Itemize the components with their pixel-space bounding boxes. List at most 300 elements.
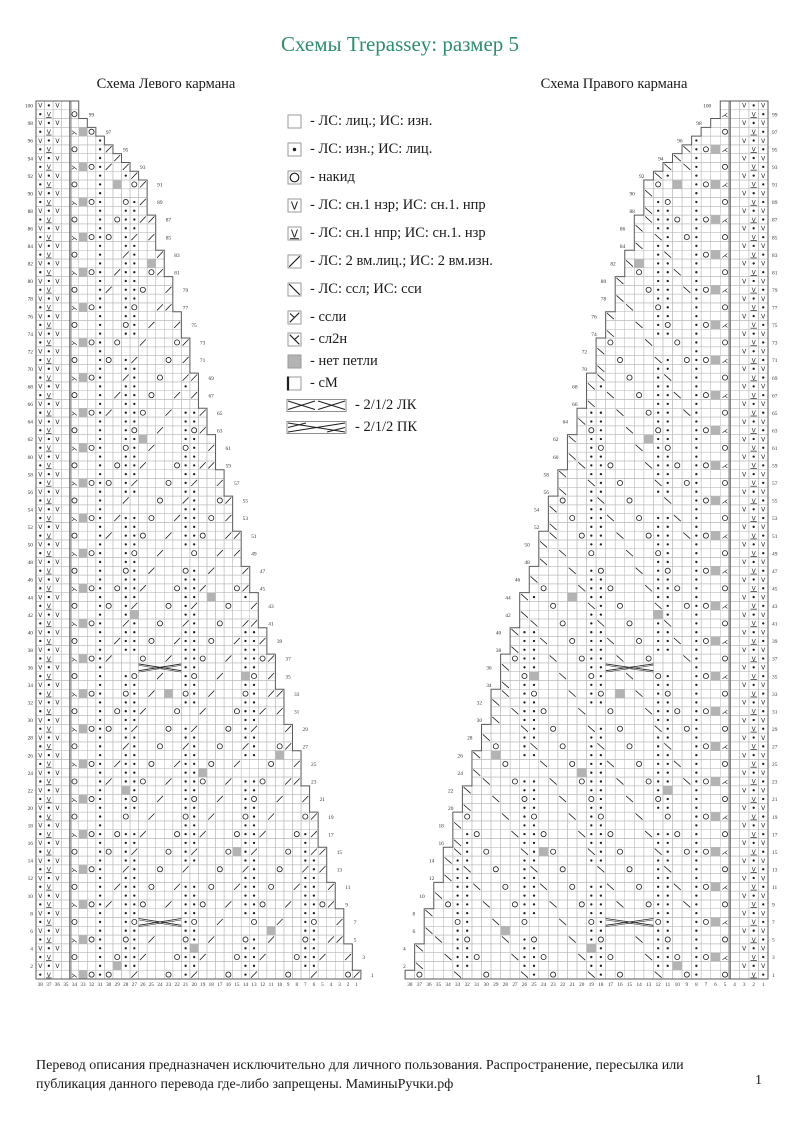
svg-text:V: V <box>38 945 43 953</box>
svg-text:84: 84 <box>27 244 33 251</box>
svg-text:86: 86 <box>27 226 33 233</box>
svg-text:V: V <box>46 445 51 453</box>
svg-text:76: 76 <box>27 314 33 321</box>
svg-text:64: 64 <box>27 419 33 426</box>
svg-text:V: V <box>38 278 43 286</box>
svg-text:24: 24 <box>157 982 163 988</box>
svg-text:9: 9 <box>345 902 348 909</box>
svg-text:V: V <box>38 699 43 707</box>
svg-text:29: 29 <box>302 726 308 733</box>
svg-text:V: V <box>46 146 51 154</box>
svg-text:6: 6 <box>30 928 33 935</box>
svg-text:99: 99 <box>88 112 95 119</box>
svg-text:43: 43 <box>268 604 274 611</box>
svg-text:7: 7 <box>304 982 307 988</box>
svg-text:49: 49 <box>251 551 257 558</box>
svg-text:V: V <box>38 682 43 690</box>
svg-text:⋋: ⋋ <box>71 374 78 383</box>
svg-text:2: 2 <box>30 964 33 971</box>
svg-text:V: V <box>55 752 60 760</box>
legend-item <box>286 113 556 130</box>
cable-crossing <box>606 664 654 672</box>
svg-text:17: 17 <box>217 982 223 988</box>
svg-text:35: 35 <box>285 674 291 681</box>
legend-item <box>286 197 556 214</box>
svg-text:V: V <box>46 638 51 646</box>
svg-text:V: V <box>38 348 43 356</box>
svg-text:38: 38 <box>37 982 43 988</box>
svg-text:V: V <box>38 752 43 760</box>
svg-text:V: V <box>55 155 60 163</box>
svg-text:22: 22 <box>174 982 180 988</box>
svg-text:37: 37 <box>46 982 52 988</box>
svg-text:V: V <box>46 532 51 540</box>
slip1-wyif-icon <box>286 225 303 242</box>
svg-text:V: V <box>46 690 51 698</box>
svg-text:⋋: ⋋ <box>71 304 78 313</box>
svg-text:32: 32 <box>88 982 95 988</box>
svg-text:1: 1 <box>355 982 358 988</box>
svg-text:13: 13 <box>336 867 343 874</box>
svg-text:V: V <box>55 243 60 251</box>
svg-text:V: V <box>38 717 43 725</box>
legend-item <box>286 225 556 242</box>
svg-text:V: V <box>46 497 51 505</box>
svg-text:57: 57 <box>234 481 240 488</box>
ssk-icon <box>286 281 303 298</box>
legend-item <box>286 353 556 370</box>
svg-text:30: 30 <box>106 982 112 988</box>
svg-text:V: V <box>55 172 60 180</box>
marker-icon <box>286 375 303 392</box>
svg-text:25: 25 <box>148 982 155 988</box>
svg-text:V: V <box>46 409 51 417</box>
svg-text:19: 19 <box>200 982 206 988</box>
right-chart-title: Схема Правого кармана <box>540 76 688 92</box>
svg-text:V: V <box>55 366 60 374</box>
svg-text:V: V <box>55 840 60 848</box>
svg-text:V: V <box>46 339 51 347</box>
svg-text:V: V <box>38 787 43 795</box>
ssli-icon <box>286 309 303 326</box>
legend-item-label: - сл2н <box>310 331 348 347</box>
svg-text:44: 44 <box>27 595 33 602</box>
svg-text:42: 42 <box>27 612 33 619</box>
svg-text:74: 74 <box>27 331 33 338</box>
svg-text:V: V <box>46 901 51 909</box>
svg-text:66: 66 <box>27 402 33 409</box>
svg-text:V: V <box>46 111 51 119</box>
svg-text:81: 81 <box>174 270 180 277</box>
svg-text:⋋: ⋋ <box>71 128 78 137</box>
svg-text:V: V <box>38 471 43 479</box>
legend-item-label: - 2/1/2 ЛК <box>355 397 417 413</box>
svg-text:V: V <box>38 875 43 883</box>
svg-text:52: 52 <box>27 525 33 532</box>
svg-text:V: V <box>46 480 51 488</box>
svg-text:21: 21 <box>183 982 189 988</box>
svg-text:V: V <box>55 418 60 426</box>
knit-icon <box>286 113 303 130</box>
svg-text:V: V <box>38 418 43 426</box>
legend-item <box>286 253 556 270</box>
svg-text:V: V <box>55 120 60 128</box>
cable-crossing <box>139 664 182 672</box>
svg-text:V: V <box>55 541 60 549</box>
svg-text:31: 31 <box>293 709 300 716</box>
svg-text:V: V <box>46 515 51 523</box>
svg-text:V: V <box>46 796 51 804</box>
svg-text:4: 4 <box>329 982 333 988</box>
svg-text:⋋: ⋋ <box>71 655 78 664</box>
svg-text:90: 90 <box>27 191 33 198</box>
svg-text:⋋: ⋋ <box>71 514 78 523</box>
svg-text:V: V <box>46 550 51 558</box>
svg-text:V: V <box>38 137 43 145</box>
svg-text:V: V <box>55 190 60 198</box>
svg-text:67: 67 <box>208 393 214 400</box>
svg-text:V: V <box>46 813 51 821</box>
svg-text:V: V <box>55 225 60 233</box>
svg-text:15: 15 <box>234 982 240 988</box>
svg-text:V: V <box>46 392 51 400</box>
svg-text:45: 45 <box>259 586 266 593</box>
svg-text:V: V <box>38 313 43 321</box>
legend-item-label: - ЛС: ссл; ИС: сси <box>310 281 422 297</box>
svg-text:25: 25 <box>311 762 317 769</box>
svg-text:V: V <box>38 453 43 461</box>
svg-text:50: 50 <box>27 542 33 549</box>
svg-text:21: 21 <box>319 797 325 804</box>
svg-text:V: V <box>55 594 60 602</box>
svg-text:20: 20 <box>191 982 197 988</box>
svg-text:51: 51 <box>251 533 257 540</box>
svg-text:39: 39 <box>276 639 283 646</box>
svg-text:29: 29 <box>114 982 120 988</box>
svg-text:9: 9 <box>286 982 290 988</box>
svg-text:V: V <box>55 208 60 216</box>
svg-text:V: V <box>38 295 43 303</box>
svg-text:60: 60 <box>27 454 33 461</box>
svg-text:V: V <box>55 436 60 444</box>
svg-text:⋋: ⋋ <box>71 901 78 910</box>
svg-text:11: 11 <box>268 982 274 988</box>
svg-text:V: V <box>55 769 60 777</box>
svg-text:V: V <box>46 848 51 856</box>
svg-text:83: 83 <box>174 252 180 259</box>
legend-item-label: - ЛС: сн.1 нпр; ИС: сн.1. нзр <box>310 225 486 241</box>
svg-text:V: V <box>38 734 43 742</box>
svg-text:V: V <box>55 682 60 690</box>
svg-text:V: V <box>38 489 43 496</box>
svg-text:41: 41 <box>268 621 274 628</box>
svg-text:V: V <box>46 427 51 435</box>
legend-item-label: - накид <box>310 169 355 185</box>
svg-text:40: 40 <box>27 630 33 637</box>
legend-item-label: - ЛС: сн.1 нзр; ИС: сн.1. нпр <box>310 197 486 213</box>
svg-text:V: V <box>46 919 51 927</box>
svg-text:28: 28 <box>123 982 129 988</box>
footer-line-2: публикация данного перевода где-либо запрещены. МаминыРучки.рф <box>36 1077 454 1092</box>
footer-line-1: Перевод описания предназначен исключительно для личного пользования. Распространение, пересылка или <box>36 1058 684 1073</box>
svg-text:V: V <box>46 234 51 242</box>
svg-text:V: V <box>46 287 51 295</box>
svg-text:⋋: ⋋ <box>71 479 78 488</box>
svg-text:11: 11 <box>345 885 351 891</box>
legend-item-label: - нет петли <box>310 353 378 369</box>
svg-text:V: V <box>38 155 43 163</box>
svg-text:V: V <box>38 910 43 918</box>
svg-text:V: V <box>46 129 51 137</box>
svg-text:V: V <box>55 629 60 637</box>
svg-text:23: 23 <box>165 982 172 988</box>
svg-text:32: 32 <box>27 700 33 707</box>
svg-text:V: V <box>46 216 51 224</box>
svg-text:V: V <box>38 506 43 514</box>
svg-text:98: 98 <box>27 121 33 128</box>
svg-text:30: 30 <box>27 718 33 725</box>
svg-text:10: 10 <box>27 893 33 900</box>
svg-text:V: V <box>38 541 43 549</box>
svg-text:18: 18 <box>27 823 33 830</box>
svg-text:62: 62 <box>27 437 33 444</box>
svg-text:22: 22 <box>27 788 33 795</box>
svg-text:V: V <box>55 787 60 795</box>
svg-text:V: V <box>46 655 51 663</box>
svg-text:4: 4 <box>30 946 33 953</box>
svg-text:V: V <box>46 954 51 962</box>
svg-text:V: V <box>38 805 43 813</box>
svg-text:⋋: ⋋ <box>71 936 78 945</box>
legend-item-label: - сМ <box>310 375 338 391</box>
svg-text:93: 93 <box>140 165 146 172</box>
svg-text:V: V <box>38 857 43 865</box>
svg-text:⋋: ⋋ <box>71 830 78 839</box>
svg-text:V: V <box>38 190 43 198</box>
svg-text:10: 10 <box>277 982 283 988</box>
svg-text:28: 28 <box>27 735 33 742</box>
svg-text:⋋: ⋋ <box>71 690 78 699</box>
svg-text:31: 31 <box>97 982 103 988</box>
svg-text:V: V <box>46 971 51 979</box>
legend-item-label: - ссли <box>310 309 347 325</box>
svg-text:82: 82 <box>27 261 33 268</box>
svg-text:V: V <box>55 278 60 286</box>
svg-text:12: 12 <box>27 876 33 883</box>
legend-item-label: - ЛС: лиц.; ИС: изн. <box>310 113 433 129</box>
svg-text:⋋: ⋋ <box>71 795 78 804</box>
svg-text:56: 56 <box>27 489 33 496</box>
svg-text:53: 53 <box>242 516 249 523</box>
svg-text:61: 61 <box>225 446 231 452</box>
svg-text:V: V <box>55 524 60 532</box>
svg-text:5: 5 <box>353 937 357 944</box>
svg-text:20: 20 <box>27 805 33 812</box>
svg-text:V: V <box>38 208 43 216</box>
svg-text:27: 27 <box>302 744 308 751</box>
svg-text:V: V <box>38 647 43 655</box>
svg-text:26: 26 <box>140 982 146 988</box>
svg-text:27: 27 <box>131 982 137 988</box>
legend-item-label: - ЛС: изн.; ИС: лиц. <box>310 141 433 157</box>
svg-text:V: V <box>55 822 60 830</box>
svg-text:16: 16 <box>225 982 231 988</box>
svg-text:V: V <box>46 778 51 786</box>
chart-legend <box>286 113 556 441</box>
legend-item <box>286 281 556 298</box>
legend-item <box>286 141 556 158</box>
svg-text:V: V <box>46 743 51 751</box>
svg-text:8: 8 <box>295 982 299 988</box>
svg-text:14: 14 <box>27 858 33 865</box>
cable-2-1-2-rc-icon <box>286 419 348 436</box>
svg-text:V: V <box>55 699 60 707</box>
svg-text:59: 59 <box>225 463 231 470</box>
svg-text:100: 100 <box>24 103 33 110</box>
svg-text:V: V <box>55 892 60 900</box>
legend-item-label: - 2/1/2 ПК <box>355 419 418 435</box>
svg-text:36: 36 <box>27 665 33 672</box>
svg-text:23: 23 <box>311 779 317 786</box>
legend-item <box>286 309 556 326</box>
svg-text:V: V <box>46 603 51 611</box>
svg-text:V: V <box>55 945 60 953</box>
svg-text:⋋: ⋋ <box>71 585 78 594</box>
legend-item-label: - ЛС: 2 вм.лиц.; ИС: 2 вм.изн. <box>310 253 493 269</box>
svg-text:V: V <box>38 401 43 409</box>
left-chart-title: Схема Левого кармана <box>96 76 236 92</box>
svg-text:V: V <box>46 708 51 716</box>
svg-text:34: 34 <box>71 982 78 988</box>
svg-text:36: 36 <box>54 982 60 988</box>
svg-text:3: 3 <box>338 982 341 988</box>
svg-text:72: 72 <box>27 349 33 356</box>
svg-text:⋋: ⋋ <box>71 725 78 734</box>
svg-text:⋋: ⋋ <box>71 760 78 769</box>
svg-text:V: V <box>55 805 60 813</box>
svg-text:⋋: ⋋ <box>71 163 78 172</box>
cable-2-1-2-lc-icon <box>286 397 348 414</box>
svg-text:1: 1 <box>370 972 374 979</box>
svg-text:17: 17 <box>328 832 334 839</box>
svg-text:V: V <box>55 717 60 725</box>
svg-text:88: 88 <box>27 208 33 215</box>
svg-text:V: V <box>46 620 51 628</box>
svg-text:85: 85 <box>165 235 172 242</box>
svg-text:V: V <box>46 884 51 892</box>
svg-text:⋋: ⋋ <box>71 198 78 207</box>
stitch-numbers <box>407 982 765 988</box>
svg-text:97: 97 <box>105 129 112 136</box>
legend-item <box>286 375 556 392</box>
svg-text:14: 14 <box>242 982 249 988</box>
svg-text:V: V <box>46 585 51 593</box>
svg-text:V: V <box>46 357 51 365</box>
svg-text:V: V <box>55 506 60 514</box>
svg-text:48: 48 <box>27 560 33 567</box>
svg-text:V: V <box>38 892 43 900</box>
page-title: Схемы Trepassey: размер 5 <box>280 32 520 56</box>
svg-text:94: 94 <box>27 156 33 163</box>
svg-text:75: 75 <box>191 323 197 330</box>
svg-text:V: V <box>46 269 51 277</box>
svg-text:V: V <box>55 910 60 918</box>
svg-text:V: V <box>38 664 43 672</box>
svg-text:V: V <box>38 840 43 848</box>
svg-text:V: V <box>38 330 43 338</box>
svg-text:V: V <box>38 629 43 637</box>
svg-text:V: V <box>38 594 43 602</box>
svg-text:12: 12 <box>259 982 266 988</box>
page-number: 1 <box>755 1073 762 1088</box>
svg-text:33: 33 <box>80 982 86 988</box>
svg-text:V: V <box>38 963 43 971</box>
svg-text:V: V <box>46 322 51 330</box>
svg-text:V: V <box>38 822 43 830</box>
svg-text:33: 33 <box>293 691 300 698</box>
svg-text:V: V <box>55 857 60 865</box>
svg-text:V: V <box>46 673 51 681</box>
svg-text:87: 87 <box>165 217 172 224</box>
svg-text:V: V <box>55 401 60 409</box>
svg-text:71: 71 <box>199 358 206 365</box>
svg-text:37: 37 <box>285 656 291 663</box>
svg-text:V: V <box>55 489 60 496</box>
legend-item <box>286 397 556 414</box>
svg-text:V: V <box>46 726 51 734</box>
svg-text:V: V <box>38 611 43 619</box>
footer-disclaimer <box>36 1056 736 1094</box>
svg-text:26: 26 <box>27 753 33 760</box>
svg-text:V: V <box>55 471 60 479</box>
legend-item <box>286 331 556 348</box>
svg-text:7: 7 <box>353 920 357 927</box>
svg-text:16: 16 <box>27 841 33 848</box>
svg-text:V: V <box>38 436 43 444</box>
svg-text:V: V <box>46 251 51 259</box>
svg-text:70: 70 <box>27 366 33 373</box>
svg-text:V: V <box>55 611 60 619</box>
svg-text:V: V <box>46 831 51 839</box>
svg-text:15: 15 <box>336 849 343 856</box>
svg-text:V: V <box>55 383 60 391</box>
svg-text:55: 55 <box>242 498 249 505</box>
svg-text:V: V <box>38 102 43 110</box>
svg-text:89: 89 <box>157 200 163 207</box>
svg-text:⋋: ⋋ <box>71 866 78 875</box>
svg-text:V: V <box>55 928 60 935</box>
svg-text:19: 19 <box>328 814 334 821</box>
stitch-numbers <box>38 982 359 988</box>
svg-text:V: V <box>55 963 60 971</box>
svg-text:V: V <box>38 120 43 128</box>
svg-text:35: 35 <box>63 982 69 988</box>
svg-text:46: 46 <box>27 577 33 584</box>
svg-text:⋋: ⋋ <box>71 233 78 242</box>
svg-text:47: 47 <box>259 568 266 575</box>
svg-text:V: V <box>46 866 51 874</box>
svg-text:8: 8 <box>30 911 33 918</box>
svg-text:V: V <box>55 664 60 672</box>
svg-text:V: V <box>46 568 51 576</box>
no-stitch-icon <box>286 353 303 370</box>
svg-text:⋋: ⋋ <box>71 409 78 418</box>
svg-text:65: 65 <box>217 410 223 417</box>
svg-text:54: 54 <box>27 507 33 514</box>
svg-text:V: V <box>55 137 60 145</box>
svg-text:5: 5 <box>321 982 324 988</box>
svg-text:V: V <box>55 734 60 742</box>
